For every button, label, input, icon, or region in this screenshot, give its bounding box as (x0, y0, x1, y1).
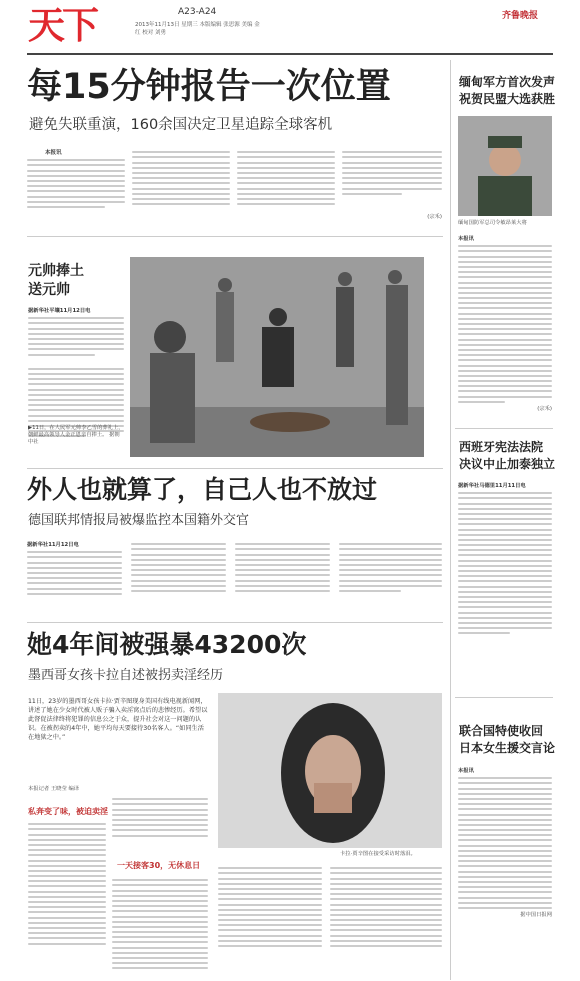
story3-col4 (330, 864, 442, 950)
feature-title-line2: 送元帅 (28, 282, 70, 298)
side-divider (455, 428, 553, 429)
lead-byline: 本报讯 (45, 150, 62, 156)
feature-title-line1: 元帅捧土 (28, 263, 84, 279)
lead-subheadline: 避免失联重演，160余国决定卫星追踪全球客机 (29, 117, 333, 133)
spy-byline: 据新华社11月12日电 (27, 542, 79, 548)
side2-byline: 据新华社马德里11月11日电 (458, 483, 526, 489)
masthead-title: 天下 (28, 4, 96, 47)
side1-title-line1: 缅甸军方首次发声 (459, 75, 556, 89)
page-range: A23-A24 (178, 7, 217, 17)
karla-photo (218, 693, 442, 848)
story3-subhead2: 一天接客30，无休息日 (117, 861, 201, 870)
edition-info: 2013年11月13日 星期三 本版编辑 张思源 美编 金红 校对 刘勇 (135, 22, 260, 36)
general-portrait (458, 116, 552, 216)
side1-body (458, 234, 552, 413)
side3-byline: 本报讯 (458, 768, 474, 774)
side1-byline: 本报讯 (458, 236, 474, 242)
story3-col1 (28, 820, 106, 948)
feature-body (28, 306, 124, 441)
story3-lede: 11日，23岁的墨西哥女孩卡拉·贾辛图现身美国有线电视新闻网，讲述了她在少女时代被人贩子骗入卖淫窝点后的悲惨经历。希望以此督促法律终将犯罪的信息公之于众，提升社会对这一问题的认识。在被拐卖的4年中，她平均每天要接待30名客人。“如同生活在地狱之中。” (28, 698, 208, 741)
side1-caption: 缅甸国防军总司令敏昂莱大将 (458, 220, 527, 226)
side3-title-line2: 日本女生援交言论 (459, 741, 556, 755)
side-divider-2 (455, 697, 553, 698)
divider (27, 236, 443, 237)
lead-headline: 每15分钟报告一次位置 (27, 67, 391, 107)
masthead-rule (27, 53, 553, 55)
spy-body (27, 540, 443, 612)
column-divider (450, 60, 451, 980)
side3-body (458, 766, 552, 919)
side2-title-line2: 决议中止加泰独立 (459, 457, 556, 471)
lead-body (27, 148, 443, 230)
story3-subheadline: 墨西哥女孩卡拉自述被拐卖淫经历 (28, 668, 224, 683)
lead-tag: (宗禾) (427, 214, 442, 220)
funeral-photo-figures (130, 257, 424, 457)
story3-col2b (112, 876, 208, 973)
story3-headline: 她4年间被强暴43200次 (27, 630, 307, 659)
story3-col3 (218, 864, 322, 950)
karla-caption: 卡拉·贾辛图在接受采访时落泪。 (340, 851, 416, 857)
divider-2 (27, 468, 443, 469)
story3-byline: 本报记者 王晓莹 编译 (28, 786, 80, 792)
spy-subheadline: 德国联邦情报局被爆监控本国籍外交官 (28, 513, 250, 528)
brand-logo: 齐鲁晚报 (502, 11, 539, 21)
side3-source: 据中国日报网 (520, 912, 552, 919)
side1-tag: (宗禾) (537, 406, 552, 412)
side3-title-line1: 联合国特使收回 (459, 724, 544, 738)
funeral-photo (130, 257, 424, 457)
feature-caption: ▶11日，在人民军元帅李乙雪的葬礼上，朝鲜最高领导人金正恩亲自捧土。 据朝中社 (28, 425, 124, 445)
story3-col2 (112, 795, 208, 840)
spy-headline: 外人也就算了，自己人也不放过 (27, 475, 378, 504)
story3-subhead1: 私奔变了味，被迫卖淫 (28, 807, 108, 816)
feature-byline: 据新华社平壤11月12日电 (28, 308, 91, 314)
side2-title-line1: 西班牙宪法法院 (459, 440, 544, 454)
side1-title-line2: 祝贺民盟大选获胜 (459, 92, 556, 106)
divider-3 (27, 622, 443, 623)
side2-body (458, 481, 552, 637)
